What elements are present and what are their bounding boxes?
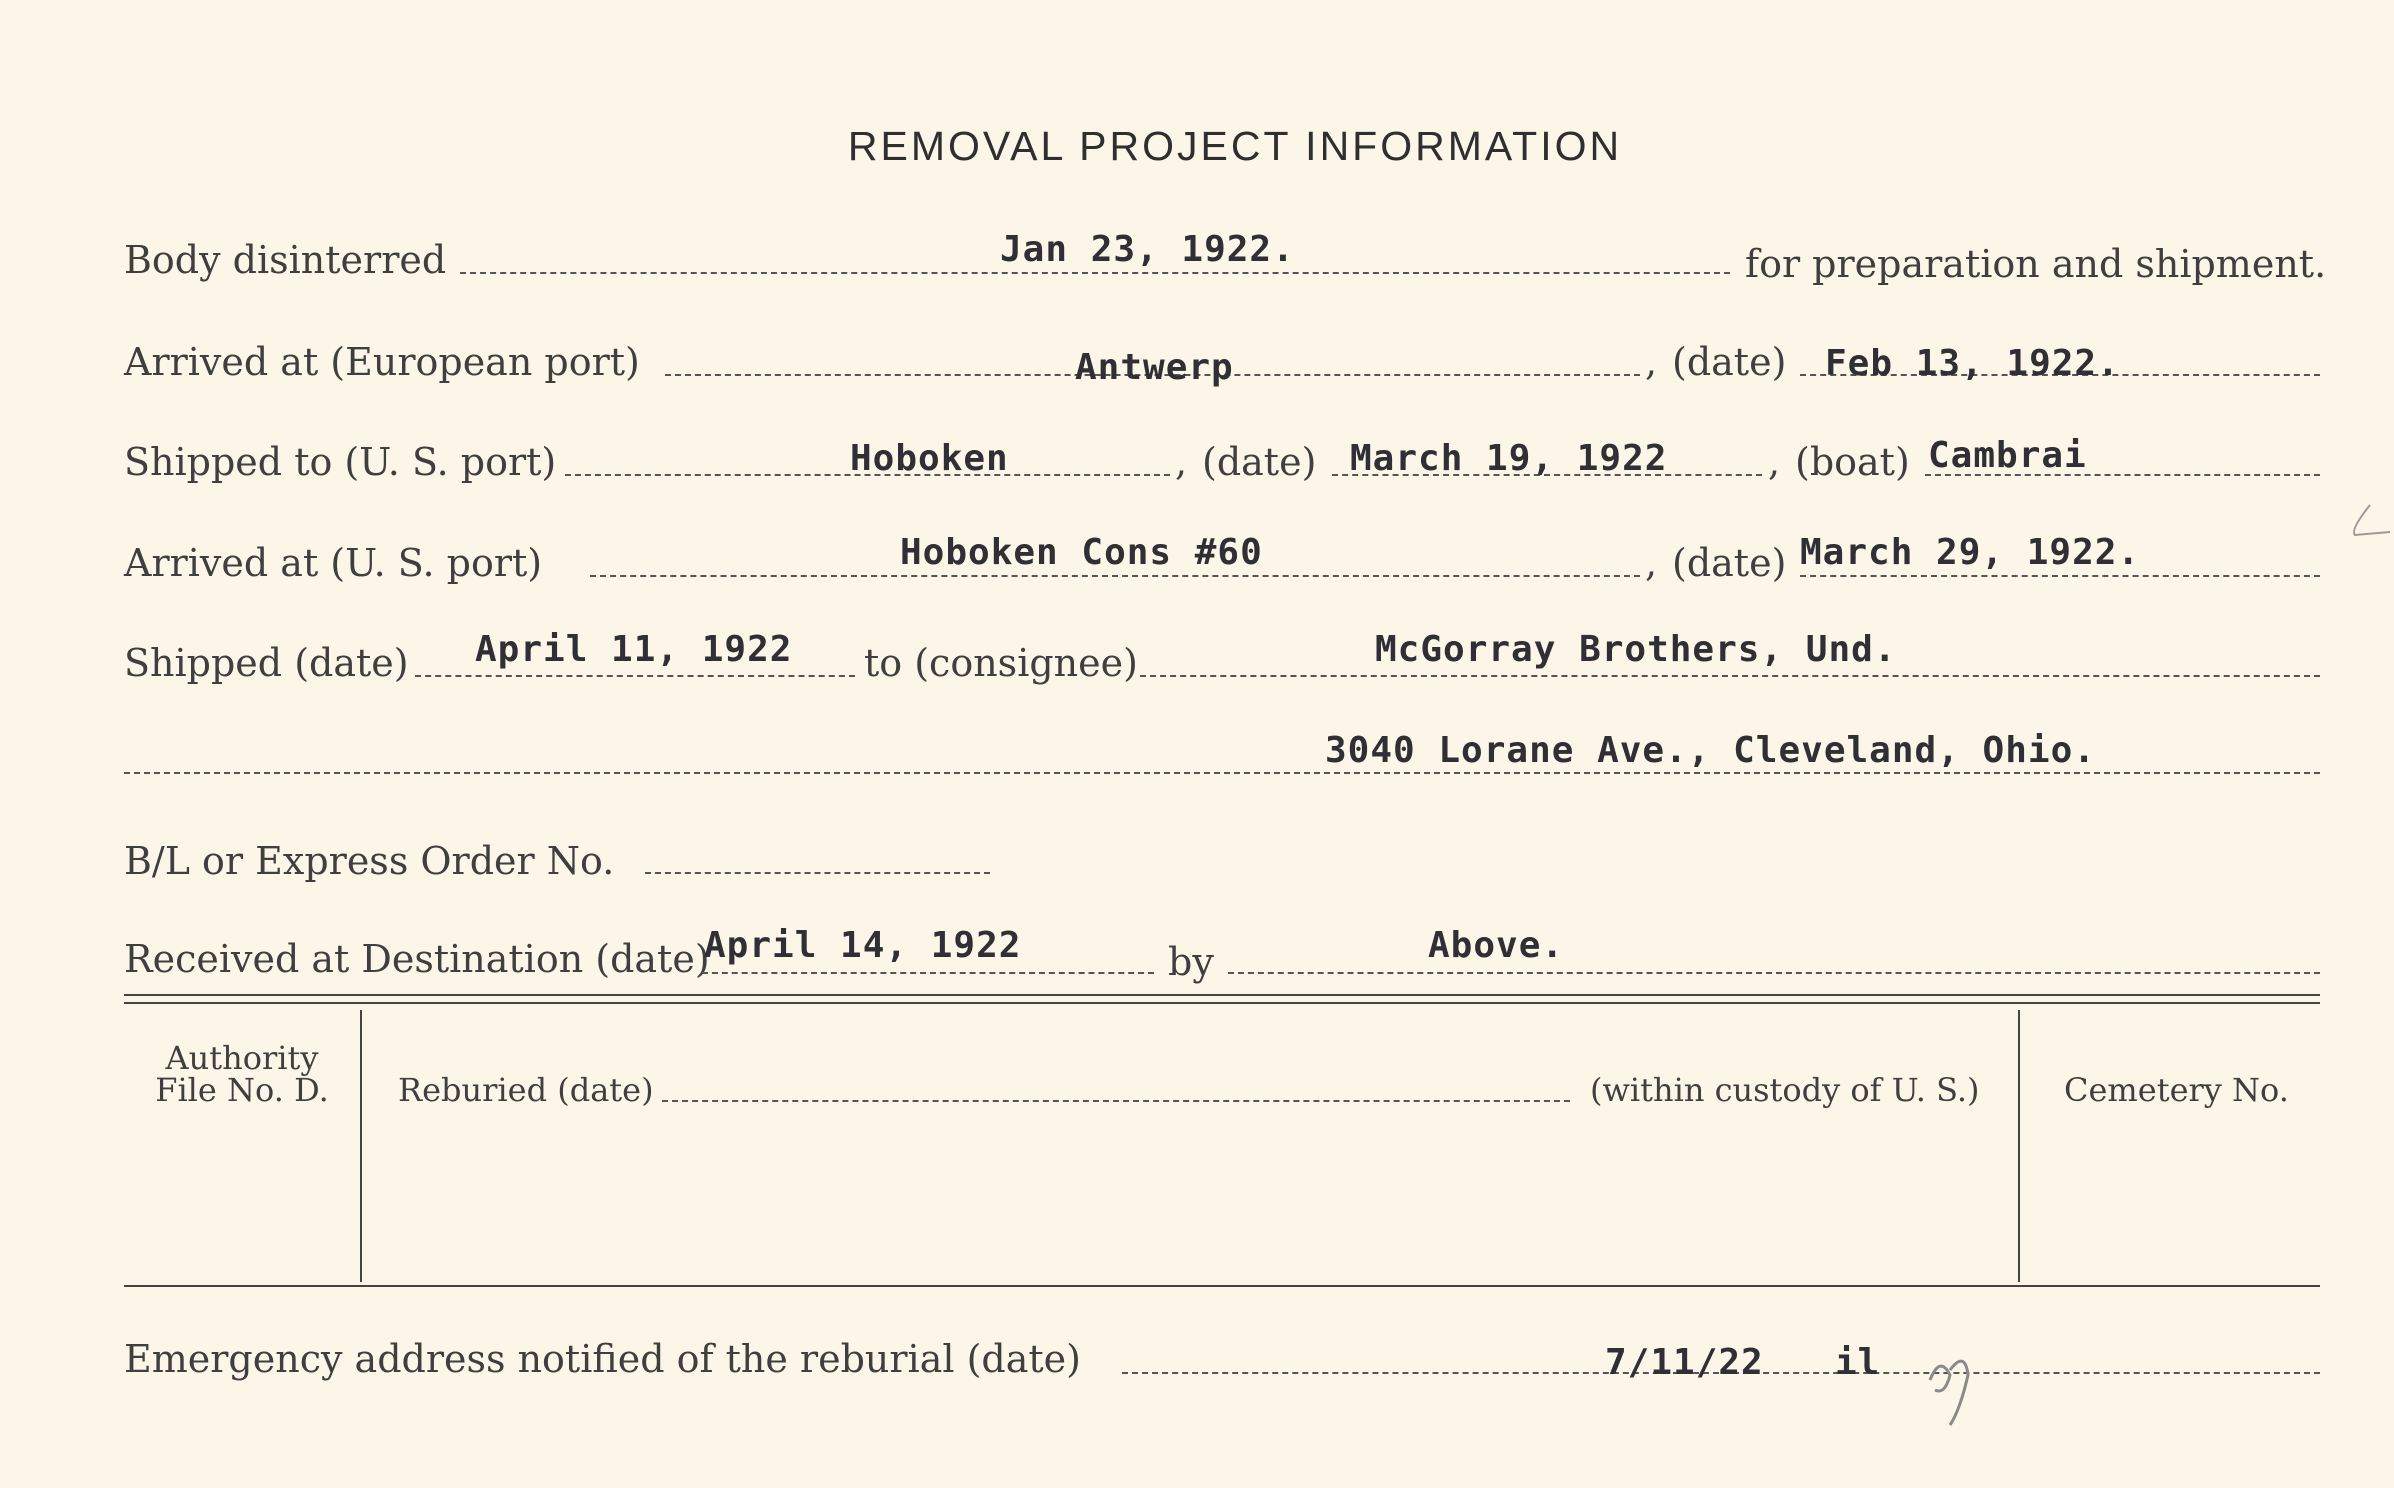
euro-port-value: Antwerp [1075, 347, 1234, 388]
received-date-value: April 14, 1922 [704, 925, 1022, 966]
file-no-label: File No. D. [155, 1071, 329, 1109]
comma-3: , [1768, 440, 1781, 484]
emergency-address-label: Emergency address notified of the reburial (date) [124, 1337, 1081, 1381]
arrived-european-port-label: Arrived at (European port) [124, 340, 640, 384]
us-port-shipped-value: Hoboken [850, 438, 1009, 479]
reburied-label: Reburied (date) [398, 1071, 654, 1109]
us-arrived-date-line [1800, 575, 2320, 577]
us-ship-date-label: (date) [1202, 440, 1317, 484]
us-ship-date-value: March 19, 1922 [1350, 438, 1668, 479]
shipped-date-line [415, 675, 855, 677]
comma-1: , [1645, 340, 1658, 384]
us-port-arrived-line [590, 575, 1640, 577]
authority-label: Authority [165, 1039, 319, 1077]
box-divider-left [360, 1010, 362, 1282]
comma-2: , [1175, 440, 1188, 484]
disinterred-date-value: Jan 23, 1922. [1000, 229, 1295, 270]
cemetery-no-label: Cemetery No. [2064, 1071, 2289, 1109]
comma-4: , [1645, 541, 1658, 585]
box-bottom-rule [124, 1285, 2320, 1287]
boat-value: Cambrai [1928, 435, 2087, 476]
us-arrived-date-value: March 29, 1922. [1800, 532, 2141, 573]
received-by-line [1228, 972, 2320, 974]
received-date-line [702, 972, 1154, 974]
consignee-value: McGorray Brothers, Und. [1375, 629, 1897, 670]
double-rule-top [124, 994, 2320, 996]
body-disinterred-label: Body disinterred [124, 238, 447, 282]
double-rule-bottom [124, 1002, 2320, 1004]
emergency-initials-value: il [1835, 1342, 1881, 1383]
us-port-arrived-value: Hoboken Cons #60 [900, 532, 1263, 573]
received-by-value: Above. [1428, 925, 1565, 966]
box-divider-right [2018, 1010, 2020, 1282]
bl-order-line [645, 872, 990, 874]
euro-date-value: Feb 13, 1922. [1825, 343, 2120, 384]
consignee-line [1140, 675, 2320, 677]
to-consignee-label: to (consignee) [864, 641, 1138, 685]
edge-pencil-mark-icon [2340, 500, 2394, 540]
for-preparation-label: for preparation and shipment. [1745, 242, 2327, 286]
handwritten-mark-icon [1920, 1350, 1980, 1430]
arrived-us-port-label: Arrived at (U. S. port) [124, 541, 543, 585]
disinterred-line [460, 272, 1730, 274]
bl-order-label: B/L or Express Order No. [124, 839, 615, 883]
boat-label: (boat) [1795, 440, 1910, 484]
reburied-line [662, 1100, 1570, 1102]
consignee-address-value: 3040 Lorane Ave., Cleveland, Ohio. [1325, 730, 2096, 771]
by-label: by [1168, 940, 1214, 984]
within-custody-label: (within custody of U. S.) [1590, 1071, 1980, 1109]
shipped-date-label: Shipped (date) [124, 641, 409, 685]
us-arrived-date-label: (date) [1672, 541, 1787, 585]
card-title: REMOVAL PROJECT INFORMATION [847, 123, 1623, 169]
received-destination-label: Received at Destination (date) [124, 937, 710, 981]
shipped-to-us-port-label: Shipped to (U. S. port) [124, 440, 557, 484]
shipped-date-value: April 11, 1922 [475, 629, 793, 670]
emergency-date-value: 7/11/22 [1605, 1342, 1764, 1383]
address-line [124, 772, 2320, 774]
euro-date-label: (date) [1672, 340, 1787, 384]
